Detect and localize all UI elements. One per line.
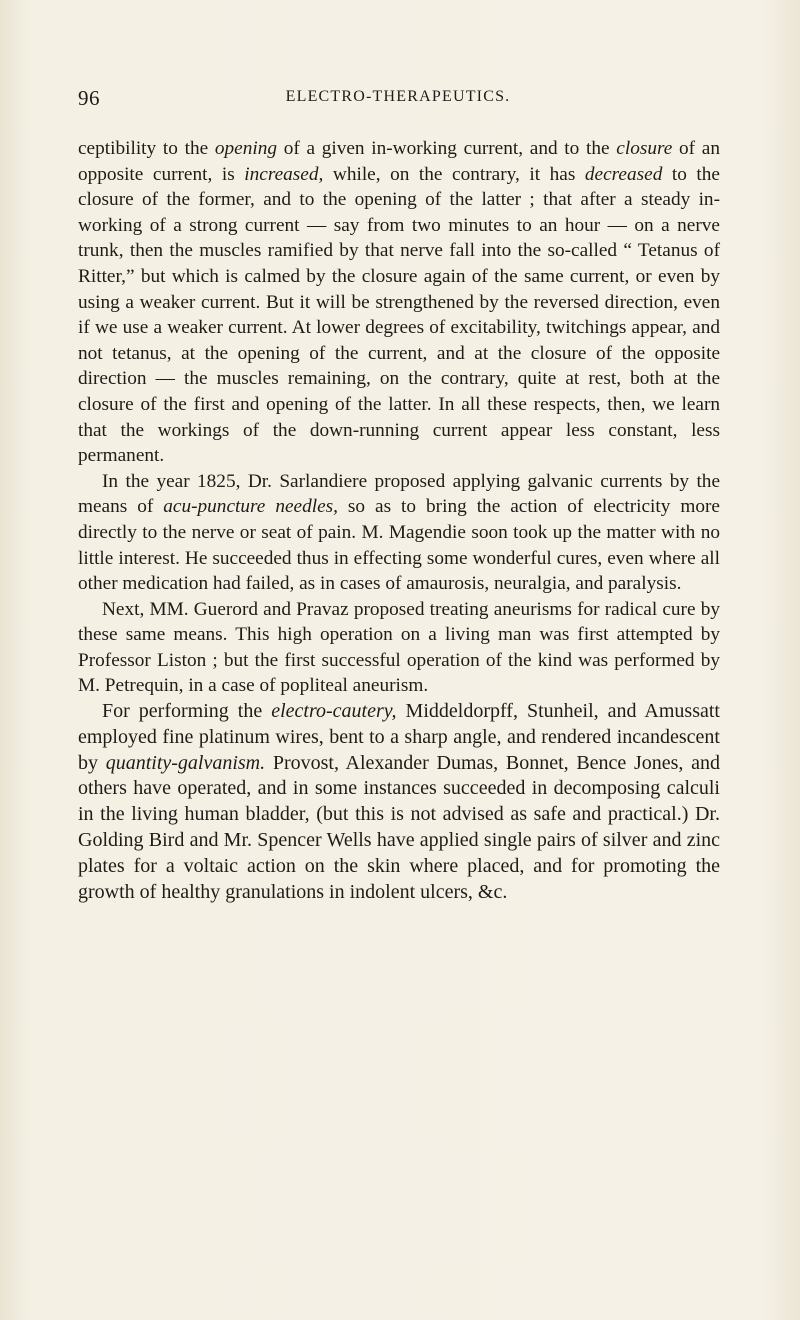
emphasis: acu-puncture needles,: [163, 496, 338, 518]
text-segment: Next, MM. Guerord and Pravaz proposed treating aneurisms for radical cure by these same means. This high operation on a living man was first attempted by Professor Liston ; but the first successful operation of the kind was performed by M. Petrequin, in a case of popliteal aneurism.: [78, 598, 720, 697]
text-segment: of an opposite current, is: [78, 138, 720, 185]
paragraph-1: [78, 136, 720, 469]
page-header: [78, 86, 718, 116]
text-segment: ceptibility to the: [78, 138, 215, 159]
emphasis: decreased: [584, 163, 663, 185]
text-segment: of a given in-working current, and to the: [276, 138, 617, 159]
page-number: 96: [78, 86, 100, 110]
emphasis: quantity-galvanism.: [105, 751, 266, 774]
emphasis: electro-cautery,: [271, 700, 397, 723]
paragraph-3: [78, 597, 720, 699]
text-segment: while, on the contrary, it has: [323, 163, 585, 185]
emphasis: increased,: [244, 163, 324, 185]
emphasis: closure: [616, 138, 673, 159]
text-segment: In the year 1825, Dr. Sarlandiere proposed applying galvanic currents by the means of: [78, 470, 720, 518]
body-text: [78, 136, 720, 905]
running-title: ELECTRO-THERAPEUTICS.: [285, 88, 511, 105]
paragraph-4: [78, 699, 720, 905]
text-segment: For performing the: [102, 700, 272, 723]
text-segment: to the closure of the former, and to the opening of the latter ; that after a steady in-working of a strong current — say from two minutes to an hour — on a nerve trunk, then the muscles ramified by that nerve fall into the so-called “ Tetanus of Ritter,” but which is calmed by the closure again of the same current, or even by using a weaker current. But it will be strengthened by the reversed direction, even if we use a weaker current. At lower degrees of excitability, twitchings appear, and not tetanus, at the opening of the current, and at the closure of the opposite direction — the muscles remaining, on the contrary, quite at rest, both at the closure of the first and opening of the latter. In all these respects, then, we learn that the workings of the down-running current appear less constant, less permanent.: [78, 163, 720, 467]
text-segment: Provost, Alexander Dumas, Bonnet, Bence Jones, and others have operated, and in some instances succeeded in decomposing calculi in the living human bladder, (but this is not advised as safe and practical.) Dr. Golding Bird and Mr. Spencer Wells have applied single pairs of silver and zinc plates for a voltaic action on the skin where placed, and for promoting the growth of healthy granulations in indolent ulcers, &c.: [78, 751, 721, 903]
paragraph-2: [78, 469, 720, 597]
emphasis: opening: [214, 138, 277, 159]
text-segment: Middeldorpff, Stunheil, and Amussatt employed fine platinum wires, bent to a sharp angle, and rendered incandescent by: [78, 700, 720, 774]
text-segment: so as to bring the action of electricity more directly to the nerve or seat of pain. M. Magendie soon took up the matter with no little interest. He succeeded thus in effecting some wonderful cures, even where all other medication had failed, as in cases of amaurosis, neuralgia, and paralysis.: [78, 496, 720, 595]
